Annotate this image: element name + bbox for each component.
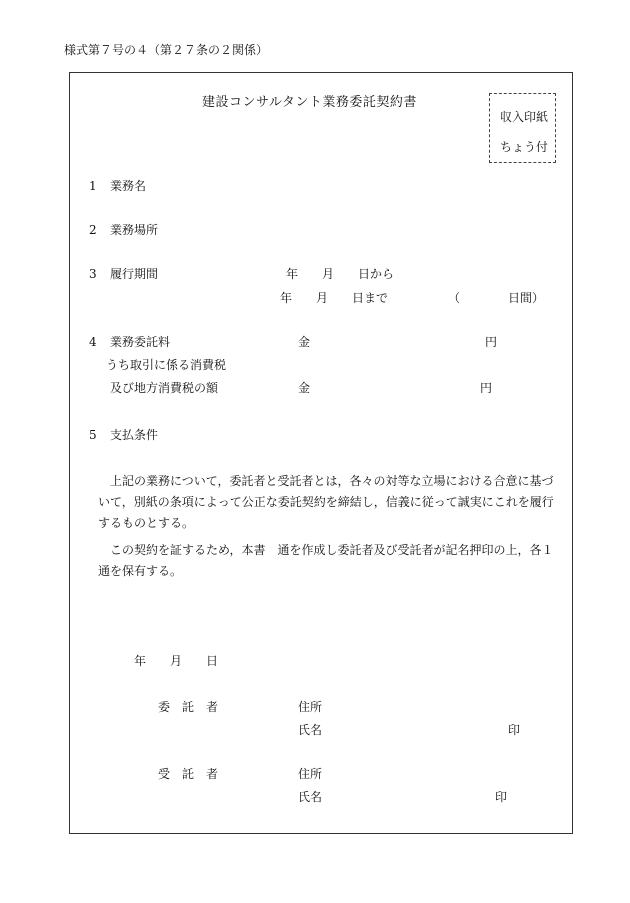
tax-label-2: 及び地方消費税の額 [110,381,219,395]
agreement-paragraph-2: この契約を証するため，本書 通を作成し委託者及び受託者が記名押印の上，各１通を保有する。 [98,543,554,578]
stamp-label-1: 収入印紙 [500,110,549,124]
form-number: 様式第７号の４（第２７条の２関係） [64,43,269,57]
consignor-address-label: 住所 [298,700,323,714]
document-title: 建設コンサルタント業務委託契約書 [202,95,417,110]
item-5-label: 支払条件 [110,428,159,442]
contractor-seal: 印 [495,790,508,804]
consignor-name-label: 氏名 [298,723,323,737]
item-4-number: 4 [89,335,97,349]
fee-yen: 円 [485,335,498,349]
consignor-role: 委 託 者 [158,700,219,714]
item-4-label: 業務委託料 [110,335,171,349]
period-days: （ 日間） [448,291,545,305]
contractor-name-label: 氏名 [298,790,323,804]
fee-kin: 金 [298,335,311,349]
consignor-seal: 印 [508,723,521,737]
item-2-label: 業務場所 [110,223,159,237]
tax-kin: 金 [298,381,311,395]
period-end: 年 月 日まで [280,291,389,305]
item-2-number: 2 [89,223,97,237]
item-1-number: 1 [89,179,97,193]
item-1-label: 業務名 [110,179,147,193]
contract-date: 年 月 日 [134,654,219,668]
item-5-number: 5 [89,428,97,442]
contractor-address-label: 住所 [298,767,323,781]
contractor-role: 受 託 者 [158,767,219,781]
stamp-label-2: ちょう付 [500,140,549,154]
period-start: 年 月 日から [286,267,395,281]
tax-label-1: うち取引に係る消費税 [106,358,227,372]
tax-yen: 円 [480,381,493,395]
item-3-label: 履行期間 [110,267,159,281]
agreement-paragraph-1: 上記の業務について，委託者と受託者とは，各々の対等な立場における合意に基づいて，別紙の条項によって公正な委託契約を締結し，信義に従って誠実にこれを履行するものとする。 [98,474,554,530]
item-3-number: 3 [89,267,97,281]
